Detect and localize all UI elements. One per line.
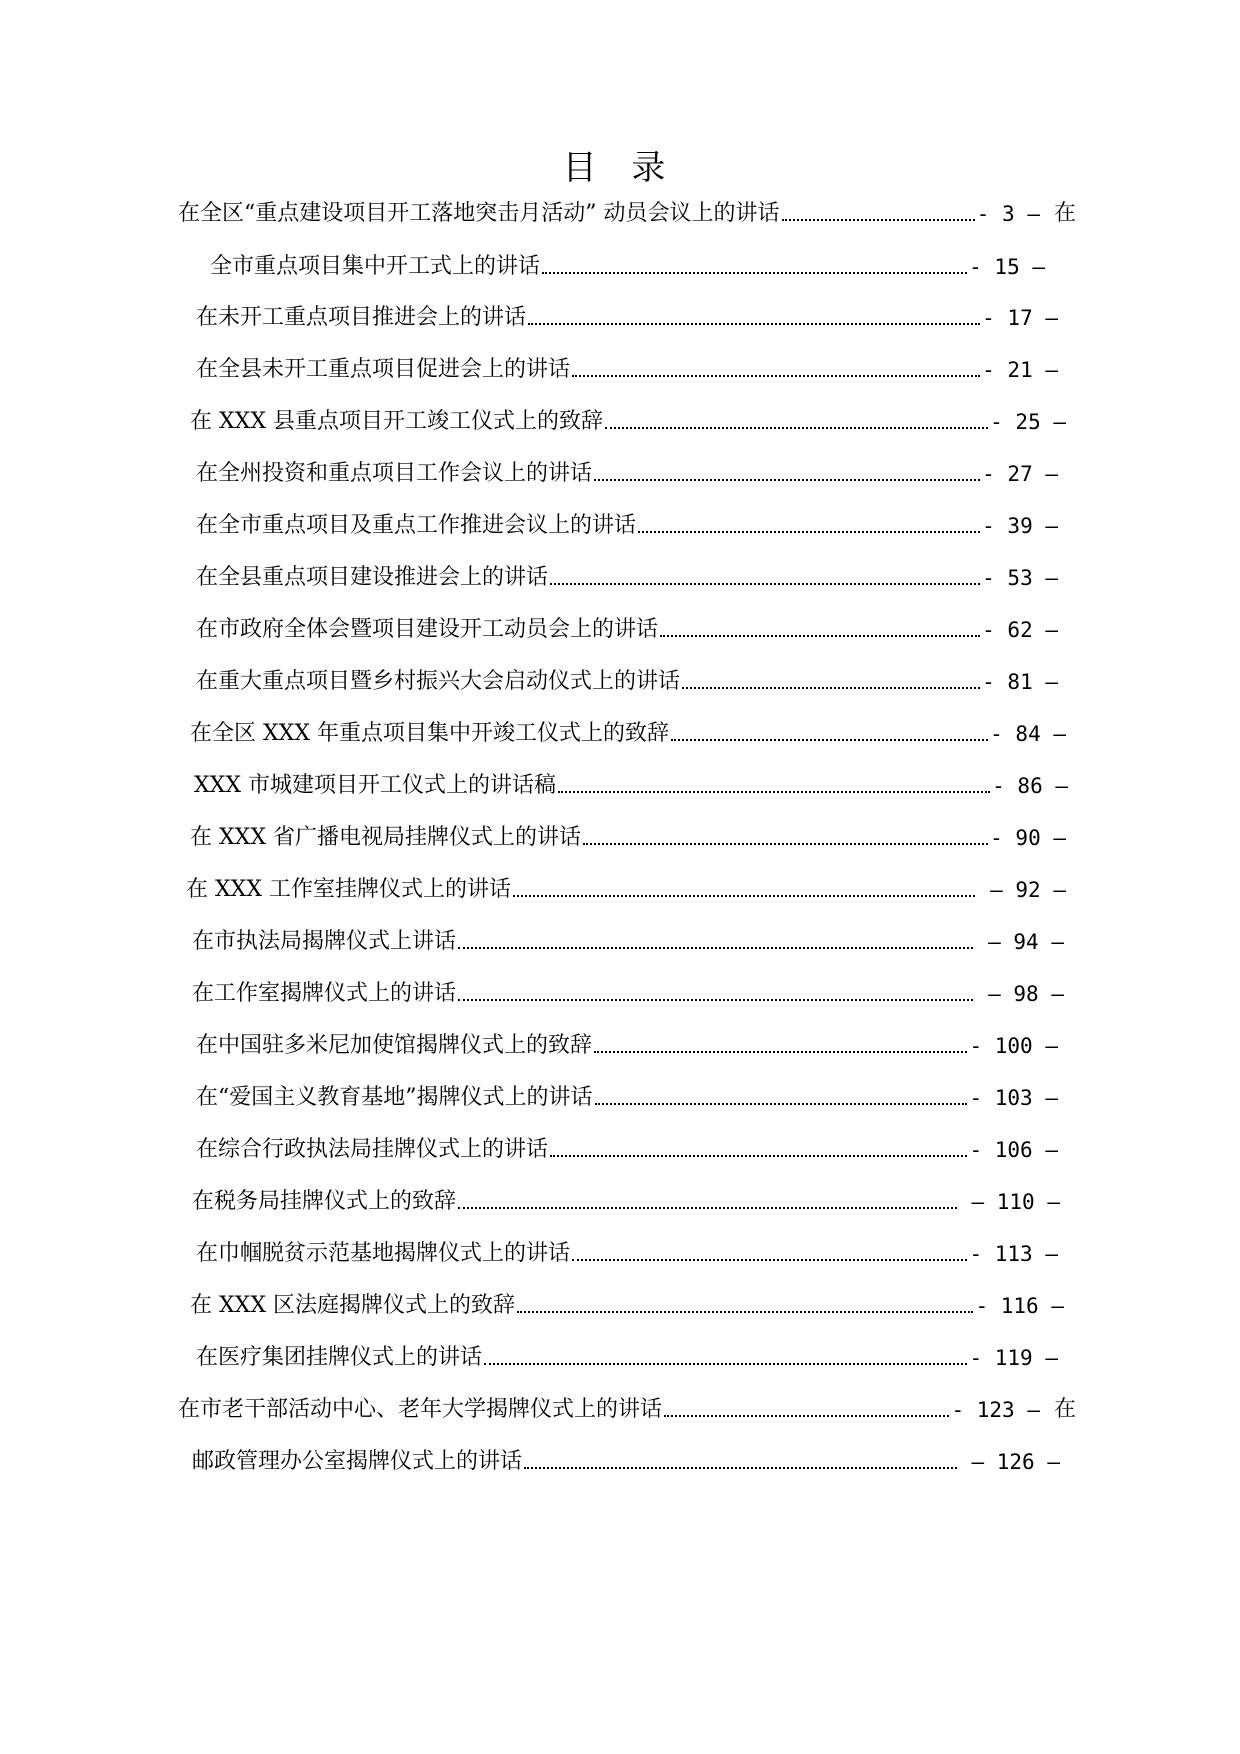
toc-entry-title: 邮政管理办公室揭牌仪式上的讲话 [192, 1449, 523, 1474]
toc-entry[interactable] [196, 666, 1058, 696]
toc-entry-page-number: - 103 – [969, 1086, 1058, 1110]
toc-dot-leader [550, 581, 980, 585]
toc-entry-page-number: - 81 – [982, 670, 1058, 694]
toc-entry-page-number: - 39 – [982, 514, 1058, 538]
toc-entry-title: 在工作室揭牌仪式上的讲话 [192, 981, 457, 1006]
toc-entry-page-number: - 100 – [969, 1034, 1058, 1058]
toc-entry[interactable] [190, 718, 1066, 748]
toc-entry[interactable] [192, 978, 1064, 1008]
toc-entry-page-number: – 94 – [975, 930, 1064, 954]
toc-entry-title: 在全区 XXX 年重点项目集中开竣工仪式上的致辞 [190, 721, 669, 746]
toc-entry[interactable] [196, 1030, 1058, 1060]
toc-entry-title: 在 XXX 省广播电视局挂牌仪式上的讲话 [190, 825, 581, 850]
toc-entry-title: 在税务局挂牌仪式上的致辞 [192, 1189, 457, 1214]
toc-entry-page-number: – 92 – [977, 878, 1066, 902]
toc-dot-leader [594, 477, 980, 481]
toc-entry-page-number: - 62 – [982, 618, 1058, 642]
toc-entry-title: 在重大重点项目暨乡村振兴大会启动仪式上的讲话 [196, 669, 681, 694]
toc-entry[interactable] [196, 354, 1058, 384]
toc-entry-title: 在市政府全体会暨项目建设开工动员会上的讲话 [196, 617, 659, 642]
toc-entry-trailing-text: 在 [1053, 1397, 1076, 1422]
toc-entry[interactable] [196, 1134, 1058, 1164]
toc-entry-page-number: - 15 – [969, 255, 1045, 279]
toc-entry-page-number: - 53 – [982, 566, 1058, 590]
toc-entry-page-number: - 27 – [982, 462, 1058, 486]
toc-entry[interactable] [192, 1446, 1060, 1476]
toc-dot-leader [594, 1049, 967, 1053]
toc-entry-title: 全市重点项目集中开工式上的讲话 [210, 254, 541, 279]
page-title: 目 录 [562, 148, 678, 188]
toc-dot-leader [671, 737, 988, 741]
toc-entry-trailing-text: 在 [1053, 201, 1076, 226]
toc-entry-title: 在综合行政执法局挂牌仪式上的讲话 [196, 1137, 549, 1162]
toc-entry-page-number: - 116 – [975, 1294, 1064, 1318]
toc-entry-title: 在 XXX 县重点项目开工竣工仪式上的致辞 [190, 409, 603, 434]
toc-entry-title: 在“爱国主义教育基地”揭牌仪式上的讲话 [196, 1085, 593, 1110]
toc-dot-leader [550, 1153, 967, 1157]
toc-entry[interactable] [196, 302, 1058, 332]
toc-entry[interactable] [192, 1186, 1060, 1216]
toc-entry[interactable] [178, 198, 1076, 228]
toc-entry-title: 在全县重点项目建设推进会上的讲话 [196, 565, 549, 590]
toc-dot-leader [682, 685, 980, 689]
toc-entry[interactable] [196, 1238, 1058, 1268]
toc-entry[interactable] [196, 562, 1058, 592]
toc-dot-leader [528, 321, 980, 325]
toc-dot-leader [572, 373, 980, 377]
toc-entry-title: 在市执法局揭牌仪式上讲话 [192, 929, 457, 954]
toc-entry-page-number: – 126 – [958, 1450, 1060, 1474]
toc-entry-title: 在市老干部活动中心、老年大学揭牌仪式上的讲话 [178, 1397, 663, 1422]
toc-dot-leader [583, 841, 988, 845]
toc-dot-leader [458, 1205, 957, 1209]
toc-entry-page-number: - 84 – [990, 722, 1066, 746]
toc-dot-leader [458, 997, 973, 1001]
toc-entry-page-number: - 113 – [969, 1242, 1058, 1266]
toc-entry-page-number: - 3 – [976, 202, 1040, 226]
toc-entry-page-number: - 106 – [969, 1138, 1058, 1162]
toc-entry-title: 在 XXX 工作室挂牌仪式上的讲话 [186, 877, 511, 902]
toc-entry[interactable] [196, 1082, 1058, 1112]
toc-entry[interactable] [178, 1394, 1076, 1424]
toc-dot-leader [572, 1257, 967, 1261]
toc-entry-page-number: – 110 – [958, 1190, 1060, 1214]
toc-entry-page-number: - 21 – [982, 358, 1058, 382]
toc-dot-leader [517, 1309, 974, 1313]
toc-entry[interactable] [190, 1290, 1064, 1320]
toc-entry[interactable] [196, 614, 1058, 644]
toc-entry-title: 在全州投资和重点项目工作会议上的讲话 [196, 461, 593, 486]
toc-dot-leader [542, 270, 967, 274]
toc-entry[interactable] [186, 874, 1066, 904]
toc-dot-leader [664, 1413, 949, 1417]
toc-entry-page-number: - 17 – [982, 306, 1058, 330]
toc-entry-page-number: - 90 – [990, 826, 1066, 850]
toc-entry-page-number: - 119 – [969, 1346, 1058, 1370]
toc-entry-title: 在 XXX 区法庭揭牌仪式上的致辞 [190, 1293, 515, 1318]
toc-dot-leader [524, 1465, 957, 1469]
toc-entry-page-number: – 98 – [975, 982, 1064, 1006]
toc-entry-title: 在全市重点项目及重点工作推进会议上的讲话 [196, 513, 637, 538]
toc-dot-leader [605, 425, 988, 429]
toc-entry[interactable] [192, 926, 1064, 956]
toc-entry-title: 在未开工重点项目推进会上的讲话 [196, 305, 527, 330]
toc-dot-leader [660, 633, 980, 637]
toc-dot-leader [458, 945, 973, 949]
toc-entry[interactable] [190, 406, 1066, 436]
toc-entry[interactable] [196, 1342, 1058, 1372]
toc-entry-title: 在巾帼脱贫示范基地揭牌仪式上的讲话 [196, 1241, 571, 1266]
toc-entry-title: 在全县未开工重点项目促进会上的讲话 [196, 357, 571, 382]
toc-dot-leader [638, 529, 980, 533]
toc-entry-page-number: - 86 – [992, 774, 1068, 798]
toc-dot-leader [595, 1101, 968, 1105]
toc-entry-title: XXX 市城建项目开工仪式上的讲话稿 [194, 773, 556, 798]
toc-entry-title: 在全区“重点建设项目开工落地突击月活动” 动员会议上的讲话 [178, 201, 780, 226]
toc-entry-page-number: - 123 – [951, 1398, 1040, 1422]
toc-dot-leader [782, 217, 975, 221]
toc-entry[interactable] [190, 822, 1066, 852]
toc-entry-title: 在医疗集团挂牌仪式上的讲话 [196, 1345, 483, 1370]
toc-entry[interactable] [196, 458, 1058, 488]
toc-dot-leader [484, 1361, 967, 1365]
toc-dot-leader [513, 893, 976, 897]
toc-entry[interactable] [210, 251, 1045, 281]
toc-entry[interactable] [194, 770, 1068, 800]
toc-dot-leader [558, 789, 990, 793]
toc-entry-title: 在中国驻多米尼加使馆揭牌仪式上的致辞 [196, 1033, 593, 1058]
toc-entry[interactable] [196, 510, 1058, 540]
toc-entry-page-number: - 25 – [990, 410, 1066, 434]
